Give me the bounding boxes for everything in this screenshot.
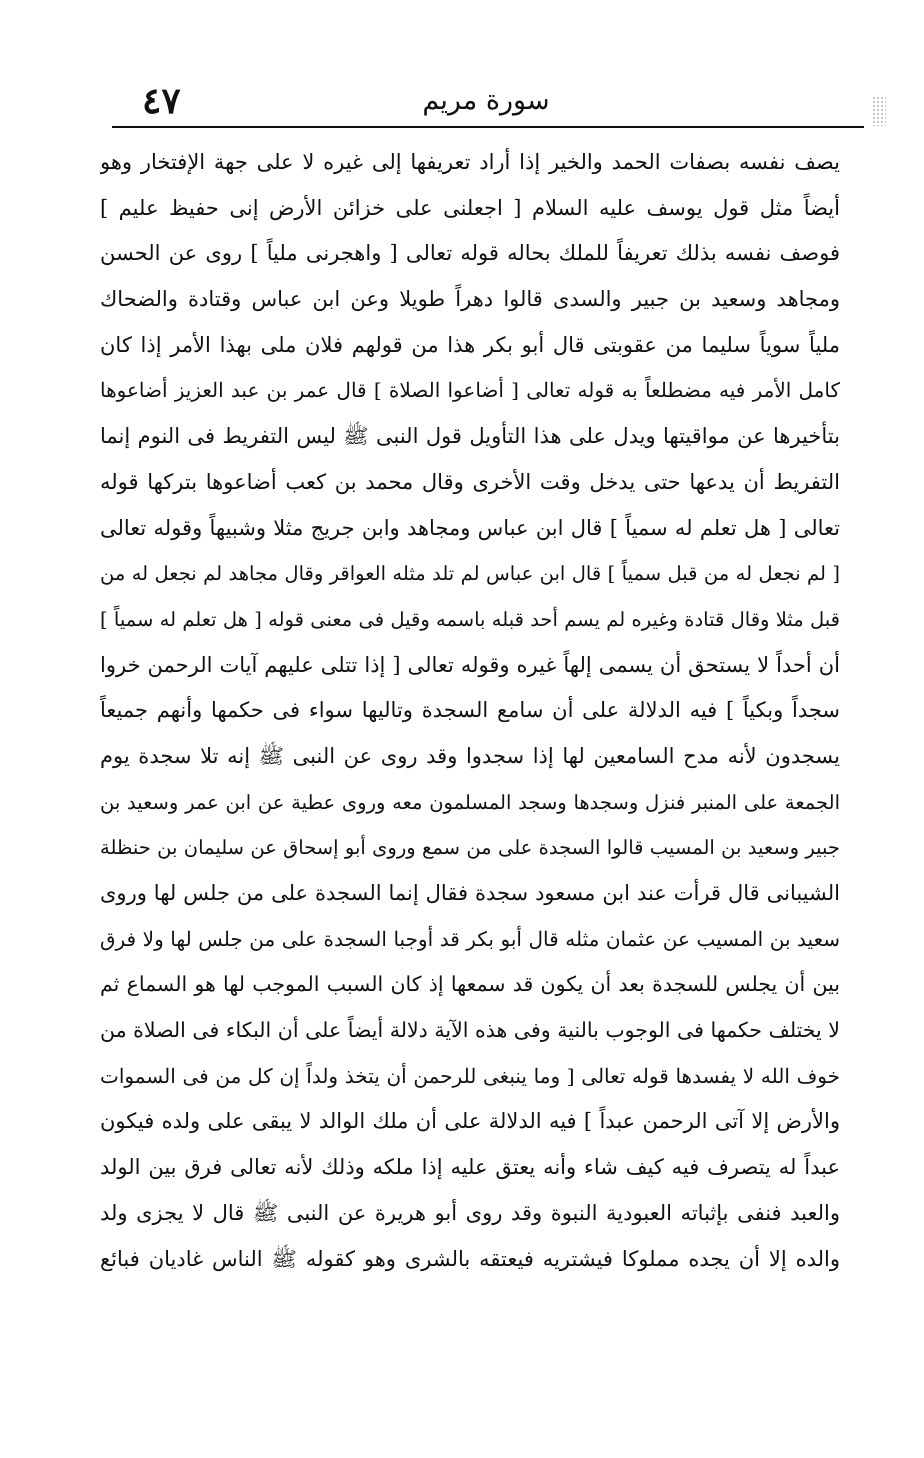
text-line: يصف نفسه بصفات الحمد والخير إذا أراد تعريفها إلى غيره لا على جهة الإفتخار وهو [100, 150, 840, 174]
text-line: التفريط أن يدعها حتى يدخل وقت الأخرى وقال محمد بن كعب أضاعوها بتركها قوله [100, 469, 840, 494]
text-line: تعالى [ هل تعلم له سمياً ] قال ابن عباس ومجاهد وابن جريج مثلا وشبيهاً وقوله تعالى [100, 515, 840, 540]
text-line: يسجدون لأنه مدح السامعين لها إذا سجدوا وقد روى عن النبى ﷺ إنه تلا سجدة يوم [100, 743, 840, 768]
text-line: والعبد فنفى بإثباته العبودية النبوة وقد روى أبو هريرة عن النبى ﷺ قال لا يجزى ولد [100, 1200, 840, 1225]
scan-edge-speckle [872, 96, 886, 126]
text-line: بين أن يجلس للسجدة بعد أن يكون قد سمعها إذ كان السبب الموجب لها هو السماع ثم [100, 972, 840, 997]
text-line: أن أحداً لا يستحق أن يسمى إلهاً غيره وقوله تعالى [ إذا تتلى عليهم آيات الرحمن خروا [100, 652, 840, 677]
text-line: قبل مثلا وقال قتادة وغيره لم يسم أحد قبله باسمه وقيل فى معنى قوله [ هل تعلم له سمياً ] [100, 607, 840, 631]
text-line: كامل الأمر فيه مضطلعاً به قوله تعالى [ أضاعوا الصلاة ] قال عمر بن عبد العزيز أضاعوها [100, 378, 840, 403]
text-line: خوف الله لا يفسدها قوله تعالى [ وما ينبغى للرحمن أن يتخذ ولداً إن كل من فى السموات [100, 1063, 840, 1088]
text-line: جبير وسعيد بن المسيب قالوا السجدة على من سمع وروى أبو إسحاق عن سليمان بن حنظلة [100, 836, 840, 860]
page-number: ٤٧ [142, 80, 181, 122]
text-line: عبداً له يتصرف فيه كيف شاء وأنه يعتق عليه إذا ملكه وذلك لأنه تعالى فرق بين الولد [100, 1155, 840, 1180]
page-header [112, 78, 860, 124]
text-line: ومجاهد وسعيد بن جبير والسدى قالوا دهراً طويلا وعن ابن عباس وقتادة والضحاك [100, 287, 840, 312]
text-line: [ لم نجعل له من قبل سمياً ] قال ابن عباس لم تلد مثله العواقر وقال مجاهد لم نجعل له من [100, 562, 840, 586]
text-line: والأرض إلا آتى الرحمن عبداً ] فيه الدلالة على أن ملك الوالد لا يبقى على ولده فيكون [100, 1109, 840, 1134]
text-line: الشيبانى قال قرأت عند ابن مسعود سجدة فقال إنما السجدة على من جلس لها وروى [100, 881, 840, 905]
surah-title: سورة مريم [422, 85, 550, 116]
text-line: الجمعة على المنبر فنزل وسجدها وسجد المسلمون معه وروى عطية عن ابن عمر وسعيد بن [100, 790, 840, 814]
text-line: سجداً وبكياً ] فيه الدلالة على أن سامع السجدة وتاليها سواء فى حكمها وأنهم جميعاً [100, 698, 840, 723]
text-line: والده إلا أن يجده مملوكا فيشتريه فيعتقه بالشرى وهو كقوله ﷺ الناس غاديان فبائع [100, 1246, 840, 1271]
body-text [100, 140, 840, 1282]
text-line: فوصف نفسه بذلك تعريفاً للملك بحاله قوله تعالى [ واهجرنى ملياً ] روى عن الحسن [100, 241, 840, 266]
text-line: ملياً سوياً سليما من عقوبتى قال أبو بكر هذا من قولهم فلان ملى بهذا الأمر إذا كان [100, 332, 840, 357]
text-line: لا يختلف حكمها فى الوجوب بالنية وفى هذه الآية دلالة أيضاً على أن البكاء فى الصلاة من [100, 1018, 840, 1043]
text-line: بتأخيرها عن مواقيتها ويدل على هذا التأويل قول النبى ﷺ ليس التفريط فى النوم إنما [100, 424, 840, 449]
text-line: أيضاً مثل قول يوسف عليه السلام [ اجعلنى على خزائن الأرض إنى حفيظ عليم ] [100, 195, 840, 220]
header-divider [112, 126, 864, 128]
text-line: سعيد بن المسيب عن عثمان مثله قال أبو بكر قد أوجبا السجدة على من جلس لها ولا فرق [100, 926, 840, 951]
